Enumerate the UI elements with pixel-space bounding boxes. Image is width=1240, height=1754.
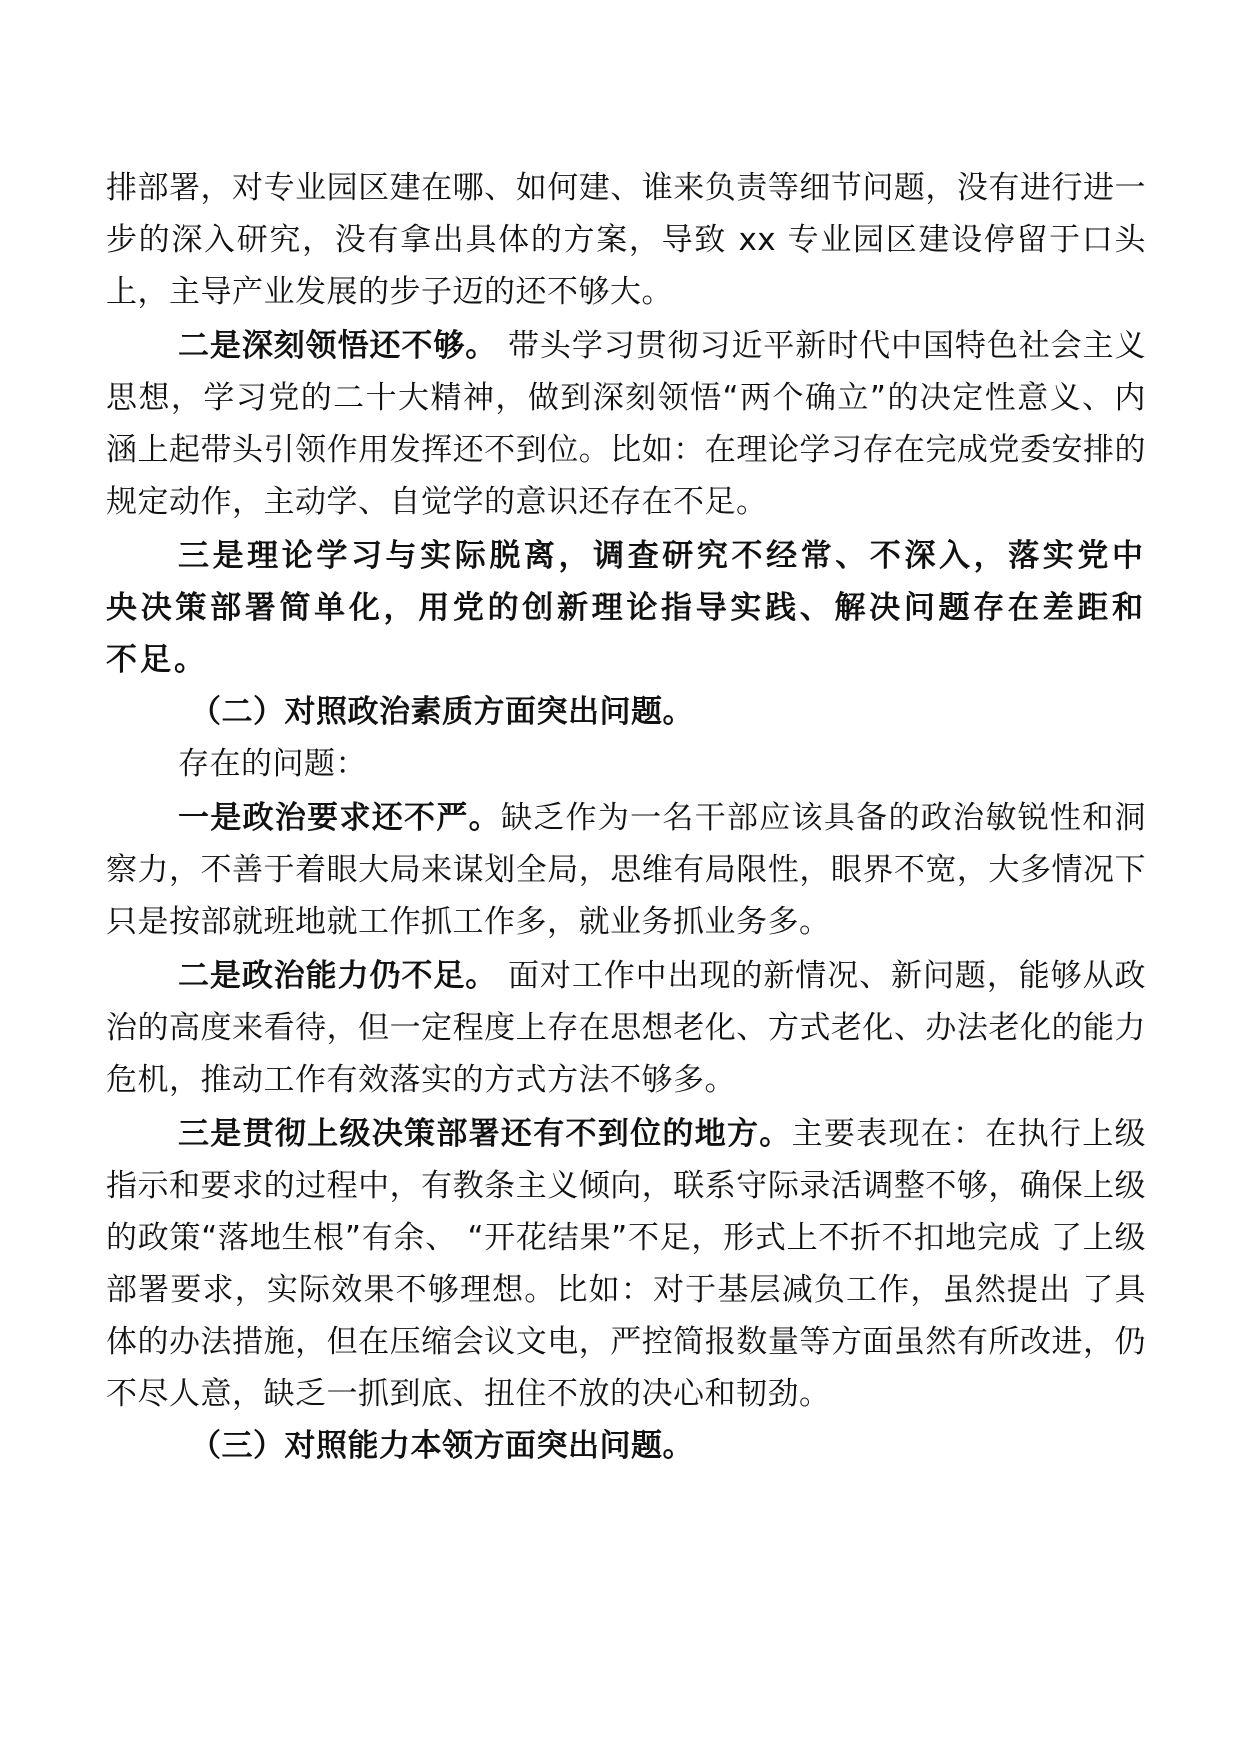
paragraph-theory-practice <box>106 530 1146 686</box>
paragraph-text: 存在的问题： <box>178 746 367 782</box>
paragraph-text: 带头学习贯彻习近平新时代中国特色社会主义思想，学习党的二十大精神，做到深刻领悟“两个确立”的决定性意义、内涵上起带头引领作用发挥还不到位。比如：在理论学习存在完成党委安排的规定动作，主动学、自觉学的意识还存在不足。 <box>106 328 1146 520</box>
paragraph-implementation <box>106 1108 1146 1420</box>
paragraph-continuation <box>106 162 1146 318</box>
paragraph-deep-understanding <box>106 320 1146 528</box>
paragraph-text: 主要表现在：在执行上级指示和要求的过程中，有教条主义倾向，联系守际录活调整不够，确保上级的政策“落地生根”有余、 “开花结果”不足，形式上不折不扣地完成 了上级部署要求，实际效果不够理想。比如：对于基层减负工作，虽然提出 了具体的办法措施，但在压缩会议文电，严控简报数量等方面虽然有所改进，仍不尽人意，缺乏一抓到底、扭住不放的决心和韧劲。 <box>106 1116 1147 1412</box>
paragraph-lead: 三是贯彻上级决策部署还有不到位的地方。 <box>178 1116 792 1152</box>
paragraph-text: 面对工作中出现的新情况、新问题，能够从政治的高度来看待，但一定程度上存在思想老化、方式老化、办法老化的能力危机，推动工作有效落实的方式方法不够多。 <box>106 958 1146 1098</box>
paragraph-political-ability <box>106 950 1146 1106</box>
paragraph-political-requirements <box>106 792 1146 948</box>
paragraph-lead: 一是政治要求还不严。 <box>178 800 501 836</box>
document-body <box>106 162 1146 1472</box>
paragraph-lead: 二是深刻领悟还不够。 <box>178 328 498 364</box>
paragraph-text: 排部署，对专业园区建在哪、如何建、谁来负责等细节问题，没有进行进一步的深入研究，没有拿出具体的方案，导致 xx 专业园区建设停留于口头上，主导产业发展的步子迈的还不够大。 <box>106 170 1146 310</box>
paragraph-text: 缺乏作为一名干部应该具备的政治敏锐性和洞察力，不善于着眼大局来谋划全局，思维有局限性，眼界不宽，大多情况下只是按部就班地就工作抓工作多，就业务抓业务多。 <box>106 800 1147 940</box>
section-heading-political-quality <box>106 686 1146 738</box>
paragraph-lead: 二是政治能力仍不足。 <box>178 958 498 994</box>
heading-text: （二）对照政治素质方面突出问题。 <box>190 694 694 730</box>
paragraph-lead: 三是理论学习与实际脱离，调查研究不经常、不深入，落实党中央决策部署简单化，用党的创新理论指导实践、解决问题存在差距和不足。 <box>106 538 1146 678</box>
paragraph-existing-problems <box>106 738 1146 790</box>
section-heading-capability <box>106 1420 1146 1472</box>
heading-text: （三）对照能力本领方面突出问题。 <box>190 1428 694 1464</box>
